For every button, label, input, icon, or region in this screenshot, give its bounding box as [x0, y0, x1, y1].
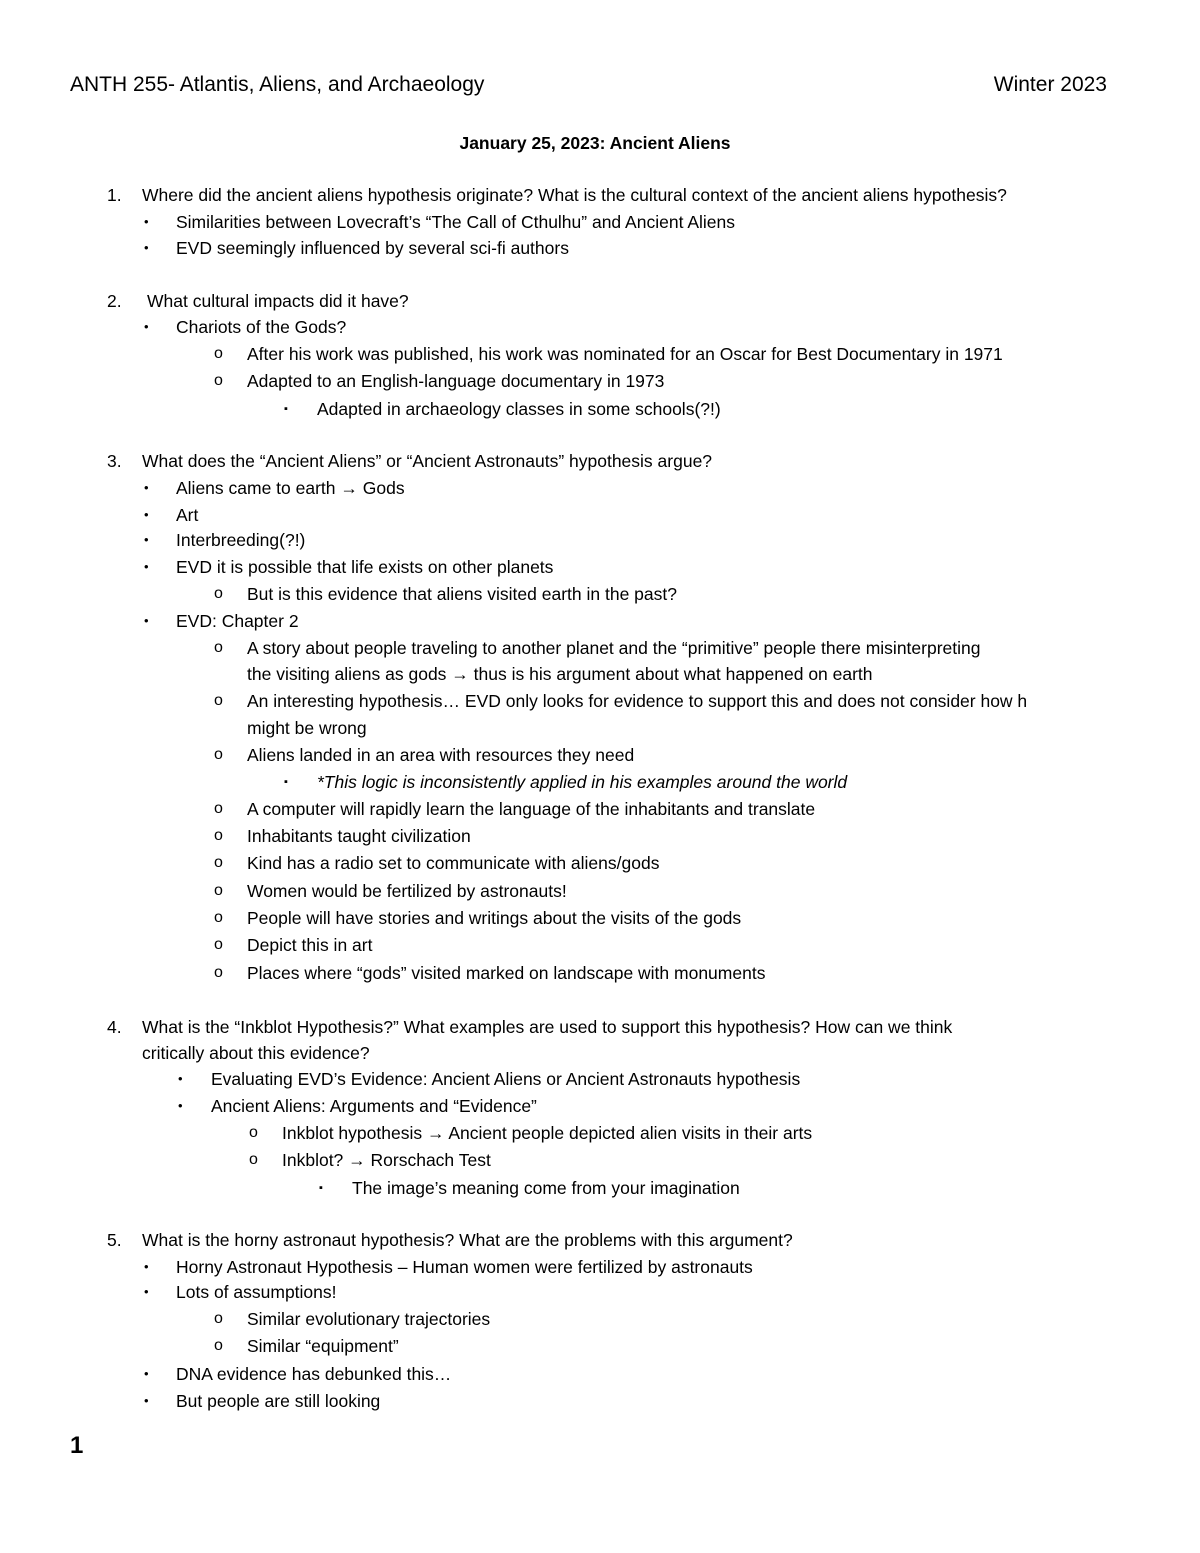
q4-number: 4.	[107, 1017, 122, 1037]
q2-text: What cultural impacts did it have?	[147, 291, 409, 311]
bullet-marker: •	[144, 480, 149, 495]
q3-bullet-2: Art	[176, 505, 199, 525]
square-marker: ▪	[319, 1182, 323, 1194]
q3-sub-8: People will have stories and writings about the visits of the gods	[247, 908, 742, 928]
q3-bullet-4-sub-1: But is this evidence that aliens visited earth in the past?	[247, 584, 677, 604]
circle-marker: o	[214, 827, 223, 844]
q2-sub-2: Adapted to an English-language documentary in 1973	[247, 371, 665, 391]
q4-sub-2: Inkblot? → Rorschach Test	[282, 1150, 491, 1170]
q3-bullet-4: EVD it is possible that life exists on other planets	[176, 557, 554, 577]
q2-number: 2.	[107, 291, 122, 311]
bullet-marker: •	[178, 1071, 183, 1086]
q3-sub-2-line-2: might be wrong	[247, 718, 367, 738]
circle-marker: o	[214, 345, 223, 362]
q1-text: Where did the ancient aliens hypothesis originate? What is the cultural context of the ancient aliens hypothesis?	[142, 185, 1007, 205]
q3-sub-4: A computer will rapidly learn the language of the inhabitants and translate	[247, 799, 816, 819]
q3-sub-6: Kind has a radio set to communicate with aliens/gods	[247, 853, 660, 873]
circle-marker: o	[214, 909, 223, 926]
bullet-marker: •	[144, 1284, 149, 1299]
circle-marker: o	[214, 854, 223, 871]
bullet-marker: •	[144, 319, 149, 334]
q3-sub-1-line-2: the visiting aliens as gods → thus is his argument about what happened on earth	[247, 664, 873, 684]
q2-subsub-1: Adapted in archaeology classes in some schools(?!)	[317, 399, 721, 419]
circle-marker: o	[249, 1124, 258, 1141]
q5-bullet-1: Horny Astronaut Hypothesis – Human women were fertilized by astronauts	[176, 1257, 753, 1277]
q3-sub-7: Women would be fertilized by astronauts!	[247, 881, 567, 901]
q5-number: 5.	[107, 1230, 122, 1250]
circle-marker: o	[214, 1337, 223, 1354]
circle-marker: o	[214, 746, 223, 763]
circle-marker: o	[214, 639, 223, 656]
square-marker: ▪	[284, 403, 288, 415]
q3-sub-5: Inhabitants taught civilization	[247, 826, 471, 846]
bullet-marker: •	[144, 240, 149, 255]
bullet-marker: •	[144, 1366, 149, 1381]
circle-marker: o	[214, 372, 223, 389]
circle-marker: o	[214, 800, 223, 817]
bullet-marker: •	[144, 1393, 149, 1408]
q4-text-line-1: What is the “Inkblot Hypothesis?” What examples are used to support this hypothesis? How can we think	[142, 1017, 953, 1037]
q1-number: 1.	[107, 185, 122, 205]
q2-bullet-1: Chariots of the Gods?	[176, 317, 347, 337]
q4-sub-1: Inkblot hypothesis → Ancient people depicted alien visits in their arts	[282, 1123, 813, 1143]
q1-bullet-1: Similarities between Lovecraft’s “The Call of Cthulhu” and Ancient Aliens	[176, 212, 735, 232]
q5-bullet-2: Lots of assumptions!	[176, 1282, 337, 1302]
q3-bullet-1: Aliens came to earth → Gods	[176, 478, 405, 498]
q3-sub-1-line-1: A story about people traveling to another planet and the “primitive” people there misinterpreting	[247, 638, 981, 658]
q5-sub-2: Similar “equipment”	[247, 1336, 399, 1356]
circle-marker: o	[214, 585, 223, 602]
q3-sub-3: Aliens landed in an area with resources they need	[247, 745, 635, 765]
bullet-marker: •	[178, 1098, 183, 1113]
q3-subsub-1: *This logic is inconsistently applied in his examples around the world	[317, 772, 848, 792]
q5-sub-1: Similar evolutionary trajectories	[247, 1309, 491, 1329]
q3-bullet-3: Interbreeding(?!)	[176, 530, 306, 550]
q5-text: What is the horny astronaut hypothesis? What are the problems with this argument?	[142, 1230, 793, 1250]
q3-sub-10: Places where “gods” visited marked on landscape with monuments	[247, 963, 766, 983]
q3-sub-9: Depict this in art	[247, 935, 373, 955]
q3-bullet-5: EVD: Chapter 2	[176, 611, 299, 631]
q4-bullet-2: Ancient Aliens: Arguments and “Evidence”	[211, 1096, 537, 1116]
q4-subsub-1: The image’s meaning come from your imagination	[352, 1178, 740, 1198]
q4-bullet-1: Evaluating EVD’s Evidence: Ancient Aliens or Ancient Astronauts hypothesis	[211, 1069, 801, 1089]
circle-marker: o	[249, 1151, 258, 1168]
square-marker: ▪	[284, 776, 288, 788]
bullet-marker: •	[144, 214, 149, 229]
q5-bullet-4: But people are still looking	[176, 1391, 381, 1411]
bullet-marker: •	[144, 613, 149, 628]
bullet-marker: •	[144, 1259, 149, 1274]
bullet-marker: •	[144, 559, 149, 574]
q1-bullet-2: EVD seemingly influenced by several sci-fi authors	[176, 238, 569, 258]
circle-marker: o	[214, 964, 223, 981]
term-label: Winter 2023	[993, 73, 1107, 96]
circle-marker: o	[214, 1310, 223, 1327]
document-title: January 25, 2023: Ancient Aliens	[459, 133, 731, 153]
q3-text: What does the “Ancient Aliens” or “Ancient Astronauts” hypothesis argue?	[142, 451, 713, 471]
circle-marker: o	[214, 882, 223, 899]
q3-number: 3.	[107, 451, 122, 471]
page-number: 1	[70, 1432, 84, 1459]
circle-marker: o	[214, 692, 223, 709]
q3-sub-2-line-1: An interesting hypothesis… EVD only looks for evidence to support this and does not consider how h	[247, 691, 1028, 711]
course-title: ANTH 255- Atlantis, Aliens, and Archaeology	[70, 73, 485, 96]
bullet-marker: •	[144, 507, 149, 522]
q2-sub-1: After his work was published, his work was nominated for an Oscar for Best Documentary in 1971	[247, 344, 1003, 364]
q4-text-line-2: critically about this evidence?	[142, 1043, 370, 1063]
bullet-marker: •	[144, 532, 149, 547]
circle-marker: o	[214, 936, 223, 953]
q5-bullet-3: DNA evidence has debunked this…	[176, 1364, 452, 1384]
